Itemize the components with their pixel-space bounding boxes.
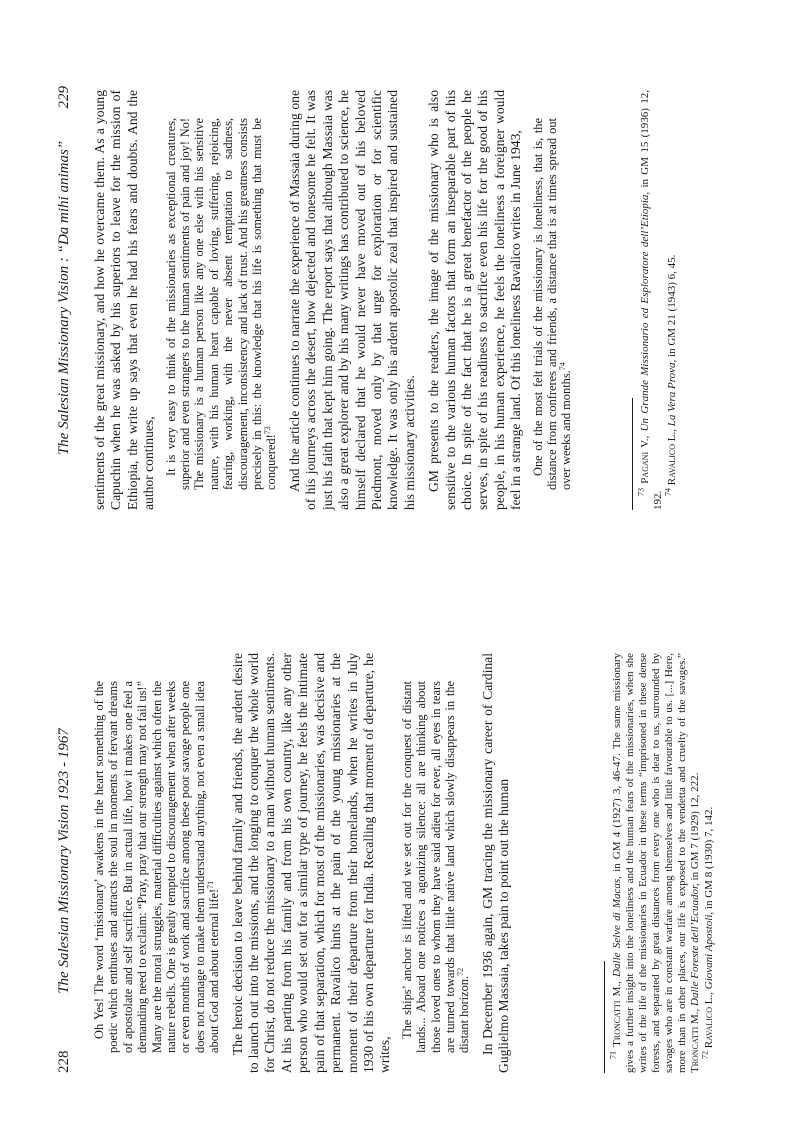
- footnote: [636, 90, 665, 510]
- block-quote: [531, 118, 574, 490]
- running-title: The Salesian Missionary Vision 1923 - 1967: [56, 728, 72, 994]
- block-quote: [92, 681, 222, 1053]
- footnote-text: in GM 7 (1929) 12, 222.: [689, 772, 701, 884]
- footnotes: [604, 653, 717, 1073]
- running-head: [54, 649, 74, 1073]
- footnotes: [632, 90, 680, 510]
- footnote-number: 72: [700, 1051, 710, 1059]
- footnote-rule: [632, 398, 633, 510]
- footnote-number: 71: [608, 1051, 618, 1059]
- block-quote-text: The ships’ anchor is lifted and we set out for the conquest of distant lands... Aboard one notices a agonizing silence: all are thinking about those loved ones to whom they have said adieu for ever, all eyes in tears are turned towards that little native land which slowly disappears in the distant horizon.: [399, 681, 472, 1053]
- running-head: [54, 86, 74, 510]
- footnote-ref: 74: [558, 362, 568, 371]
- paragraph: sentiments of the great missionary, and how he overcame them. As a young Capuchin when he was asked by his superiors to leave for the mission of Ethiopia, the write up says that even he had his fears and doubts. And the author continues,: [92, 90, 157, 510]
- footnote-title: Dalle Foreste dell’Ecuador,: [689, 883, 701, 1006]
- footnote-ref: 71: [206, 880, 216, 889]
- footnote-author: Troncatti M.,: [611, 981, 623, 1047]
- footnote-title: La Vera Prova,: [666, 359, 678, 427]
- paragraph: GM presents to the readers, the image of the missionary who is also sensitive to the various human factors that form an inseparable part of his choice. In spite of the fact that he is a great benefactor of the people he serves, in spite of his readiness to sacrifice even his life for the good of his people, in his human experience, he feels the loneliness a foreigner would feel in a strange land. Of this loneliness Ravalico writes in June 1943,: [426, 90, 524, 510]
- footnote-text: in GM 15 (1936) 12, 192.: [639, 90, 664, 510]
- footnote-title: Un Grande Missionario ed Esploratore dell’Etiopia,: [639, 191, 651, 432]
- right-page: [0, 40, 793, 560]
- footnote-title: Giovani Apostoli,: [703, 911, 715, 990]
- paragraph: And the article continues to narrate the experience of Massaia during one of his journeys across the desert, how dejected and lonesome he felt. It was just his faith that kept him going. The report says that although Massaia was also a great explorer and by his many writings has contributed to science, he himself declared that he would never have moved out of his beloved Piedmont, moved only by that urge for exploration or for scientific knowledge. It was only his ardent apostolic zeal that inspired and sustained his missionary activities.: [286, 90, 417, 510]
- footnote: [608, 652, 702, 1073]
- paragraph: The heroic decision to leave behind family and friends, the ardent desire to launch out into the missions, and the longing to conquer the whole world for Christ, do not reduce the missionary to a man without human sentiments. At his parting from his family and from his own country, like any other person who would set out for a similar type of journey, he feels the intimate pain of that separation, which for most of the missionaries, was decisive and permanent. Ravalico hints at the pain of the young missionaries at the moment of their departure from their homelands, when he writes in July 1930 of his own departure for India. Recalling that moment of departure, he writes,: [229, 653, 393, 1073]
- footnote-author: Troncatti M.,: [689, 1008, 701, 1073]
- footnote-ref: 72: [456, 967, 466, 976]
- footnote-number: 74: [663, 488, 673, 496]
- footnote-text: in GM 4 (1927) 3, 46-47. The same missionary gives a further insight into the loneliness and the human fears of the missionaries, when she writes of the life of the missionaries in Ecuador in these terms “imprisoned in these dense forests, and separated by great distances from every one who is dear to us, surrounded by savages who are in constant warfare among themselves and little favourable to us. [...] Here, more than in other places, our life is exposed to the vendetta and cruelty of the savages.”: [611, 652, 688, 1073]
- footnote-number: 73: [636, 488, 646, 496]
- body-text: [92, 90, 582, 510]
- footnote-author: Ravalico L.,: [666, 429, 678, 486]
- footnote-ref: 73: [263, 426, 273, 435]
- running-title: The Salesian Missionary Vision : “Da mihi animas”: [56, 140, 72, 456]
- block-quote-text: One of the most felt trials of the missionary is loneliness, that is, the distance from confreres and friends, a distance that is at times spread out over weeks and months.: [530, 118, 574, 490]
- block-quote-text: It is very easy to think of the missionaries as exceptional creatures, superior and even strangers to the human sentiments of pain and joy! No! The missionary is a human person like any one else with his sensitive nature, with his human heart capable of loving, suffering, rejoicing, fearing, working, with the never absent temptation to sadness, discouragement, inconsistency and lack of trust. And his greatness consists precisely in this: the knowledge that his life is something that must be conquered!: [163, 118, 279, 490]
- block-quote-text: Oh Yes! The word ‘missionary’ awakens in the heart something of the poetic which enthuses and attracts the soul in moments of fervant dreams of apostolate and self sacrifice. But in actual life, how it makes one feel a demanding need to exclaim: “Pray, pray that our strength may not fail us!” Many are the moral struggles, material difficulties against which often the nature rebells. One is greatly tempted to discouragement when after weeks or even months of work and sacrifice among these poor savage people one does not manage to make them understand anything, not even a small idea about God and about eternal life!: [92, 681, 222, 1053]
- block-quote: [164, 118, 279, 490]
- footnote-author: Ravalico L.,: [703, 992, 715, 1049]
- footnote: [700, 653, 716, 1073]
- page-number: 228: [56, 1050, 72, 1073]
- footnote-text: in GM 21 (1943) 6, 45.: [666, 254, 678, 360]
- page-number: 229: [56, 86, 72, 109]
- footnote-title: Dalle Selve di Macas,: [611, 876, 623, 977]
- block-quote: [400, 681, 472, 1053]
- footnote-author: Pagani V.,: [639, 435, 651, 484]
- footnote-text: in GM 8 (1930) 7, 142.: [703, 806, 715, 912]
- footnote-rule: [604, 961, 605, 1073]
- body-text: [92, 653, 519, 1073]
- paragraph: In December 1936 again, GM tracing the missionary career of Cardinal Guglielmo Massaia, takes pain to point out the human: [479, 653, 512, 1073]
- left-page: [0, 603, 793, 1123]
- footnote: [663, 90, 679, 510]
